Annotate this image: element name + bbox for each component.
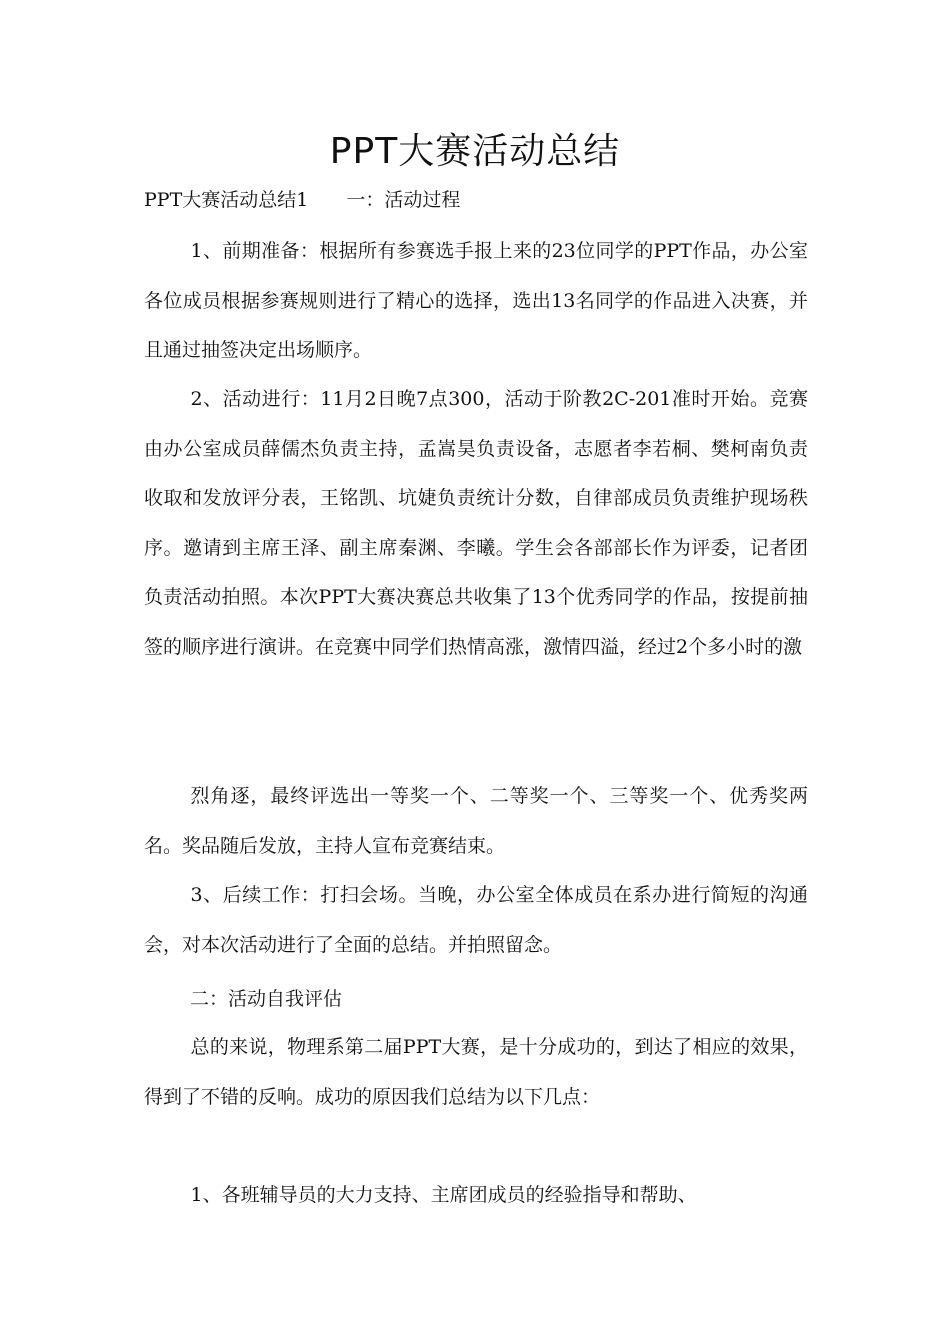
paragraph-preparation: 1、前期准备：根据所有参赛选手报上来的23位同学的PPT作品，办公室各位成员根据参赛规则进行了精心的选择，选出13名同学的作品进入决赛，并且通过抽签决定出场顺序。 — [144, 240, 808, 361]
document-subtitle: PPT大赛活动总结1 一：活动过程 — [144, 189, 461, 211]
paragraph-reason-1: 1、各班辅导员的大力支持、主席团成员的经验指导和帮助、 — [190, 1184, 697, 1206]
paragraph-competition-result: 烈角逐，最终评选出一等奖一个、二等奖一个、三等奖一个、优秀奖两名。奖品随后发放，主持人宣布竞赛结束。 — [144, 785, 808, 857]
paragraph-activity: 2、活动进行：11月2日晚7点300，活动于阶教2C-201准时开始。竞赛由办公室成员薛儒杰负责主持，孟嵩昊负责设备，志愿者李若桐、樊柯南负责收取和发放评分表，王铭凯、坑婕负责统计分数，自律部成员负责维护现场秩序。邀请到主席王泽、副主席秦渊、李曦。学生会各部部长作为评委，记者团负责活动拍照。本次PPT大赛决赛总共收集了13个优秀同学的作品，按提前抽签的顺序进行演讲。在竞赛中同学们热情高涨，激情四溢，经过2个多小时的激 — [144, 388, 808, 658]
section-heading-evaluation: 二：活动自我评估 — [190, 988, 343, 1010]
document-title: PPT大赛活动总结 — [329, 131, 621, 172]
paragraph-followup: 3、后续工作：打扫会场。当晚，办公室全体成员在系办进行简短的沟通会，对本次活动进行了全面的总结。并拍照留念。 — [144, 884, 808, 956]
paragraph-evaluation-summary: 总的来说，物理系第二届PPT大赛，是十分成功的，到达了相应的效果，得到了不错的反响。成功的原因我们总结为以下几点： — [144, 1036, 808, 1108]
